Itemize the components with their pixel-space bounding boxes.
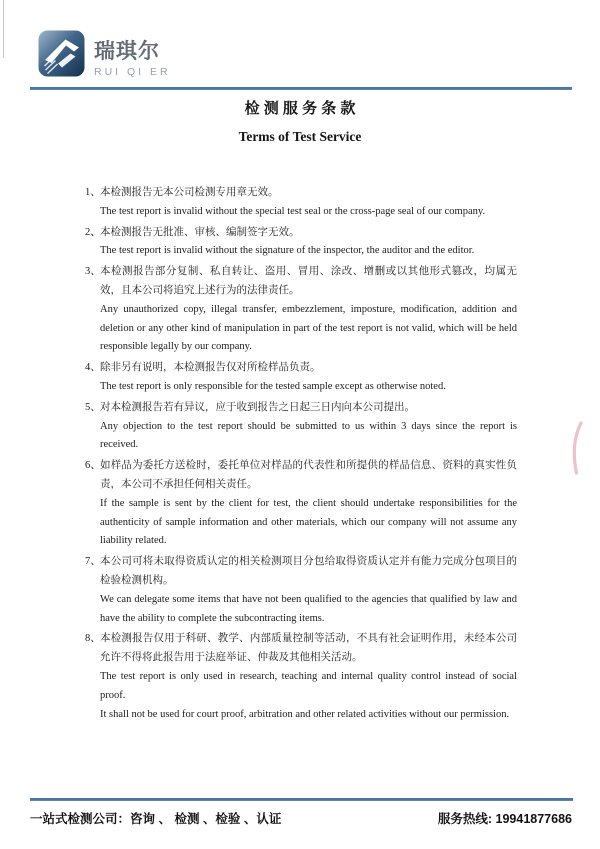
term-number: 2、 xyxy=(85,226,101,238)
term-text-en: It shall not be used for court proof, arbitration and other related activities without our permission. xyxy=(100,708,510,720)
term-text-en: The test report is invalid without the special test seal or the cross-page seal of our company. xyxy=(100,205,486,217)
document-footer xyxy=(0,798,600,827)
term-number: 8、 xyxy=(85,633,101,645)
term-text-en: Any unauthorized copy, illegal transfer, embezzlement, imposture, modification, addition and deletion or any other kind of manipulation in part of the test report is not valid, which will be held responsible legally by our company. xyxy=(100,303,517,353)
term-text-zh: 5、 对本检测报告若有异议，应于收到报告之日起三日内向本公司提出。 xyxy=(85,399,517,418)
company-name-block xyxy=(94,30,171,78)
footer-hotline: 服务热线: 19941877686 xyxy=(437,812,572,826)
term-item-4 xyxy=(85,359,517,397)
term-item-3 xyxy=(85,263,517,357)
term-text-en: The test report is only responsible for the tested sample except as otherwise noted. xyxy=(100,380,446,392)
term-text-en: If the sample is sent by the client for test, the client should undertake responsibilities for the authenticity of sample information and other materials, which our company will not assume any liability related. xyxy=(100,497,517,547)
company-name-zh: 瑞琪尔 xyxy=(94,40,160,63)
term-text-en: We can delegate some items that have not been qualified to the agencies that qualified by law and have the ability to complete the subcontracting items. xyxy=(100,593,517,624)
footer-services: 一站式检测公司：咨询 、 检测 、检验 、认证 xyxy=(30,812,282,826)
term-number: 5、 xyxy=(85,401,101,413)
term-number: 3、 xyxy=(85,266,101,278)
footer-rule xyxy=(30,798,573,801)
term-item-8 xyxy=(85,630,517,724)
term-text-en: Any objection to the test report should be submitted to us within 3 days since the report is received. xyxy=(100,420,517,451)
term-text-en: The test report is invalid without the signature of the inspector, the auditor and the editor. xyxy=(100,245,475,257)
term-text-zh: 6、 如样品为委托方送检时，委托单位对样品的代表性和所提供的样品信息、资料的真实性负责，本公司不承担任何相关责任。 xyxy=(85,457,517,495)
term-item-7 xyxy=(85,553,517,628)
company-logo-icon xyxy=(38,30,85,77)
term-text-zh: 1、 本检测报告无本公司检测专用章无效。 xyxy=(85,184,517,203)
stamp-fragment-mark xyxy=(570,421,584,476)
term-number: 7、 xyxy=(85,556,101,568)
company-logo xyxy=(38,30,572,78)
term-item-2 xyxy=(85,224,517,262)
term-number: 6、 xyxy=(85,460,101,472)
term-text-en: The test report is only used in research, teaching and internal quality control instead of social proof. xyxy=(100,670,517,701)
term-number: 1、 xyxy=(85,187,101,198)
page-title-en: Terms of Test Service xyxy=(238,129,362,144)
term-text-zh: 2、 本检测报告无批准、审核、编制签字无效。 xyxy=(85,224,517,243)
page-title-zh: 检 测 服 务 条 款 xyxy=(244,100,356,117)
term-item-1 xyxy=(85,184,517,222)
hotline-number: 19941877686 xyxy=(495,812,572,826)
term-text-zh: 7、 本公司可将未取得资质认定的相关检测项目分包给取得资质认定并有能力完成分包项目的检验检测机构。 xyxy=(85,553,517,591)
term-text-zh: 4、 除非另有说明，本检测报告仅对所检样品负责。 xyxy=(85,359,517,378)
term-text-zh: 8、 本检测报告仅用于科研、教学、内部质量控制等活动，不具有社会证明作用，未经本公司允许不得将此报告用于法庭举证、仲裁及其他相关活动。 xyxy=(85,630,517,668)
header-rule xyxy=(30,87,572,90)
term-item-5 xyxy=(85,399,517,455)
term-text-zh: 3、 本检测报告部分复制、私自转让、盗用、冒用、涂改、增删或以其他形式篡改，均属无效，且本公司将追究上述行为的法律责任。 xyxy=(85,263,517,301)
term-item-6 xyxy=(85,457,517,551)
scan-edge-artifact xyxy=(3,0,4,58)
term-number: 4、 xyxy=(85,362,101,374)
company-name-en: RUI QI ER xyxy=(94,66,171,78)
terms-list xyxy=(85,184,517,724)
document-header xyxy=(0,0,600,78)
